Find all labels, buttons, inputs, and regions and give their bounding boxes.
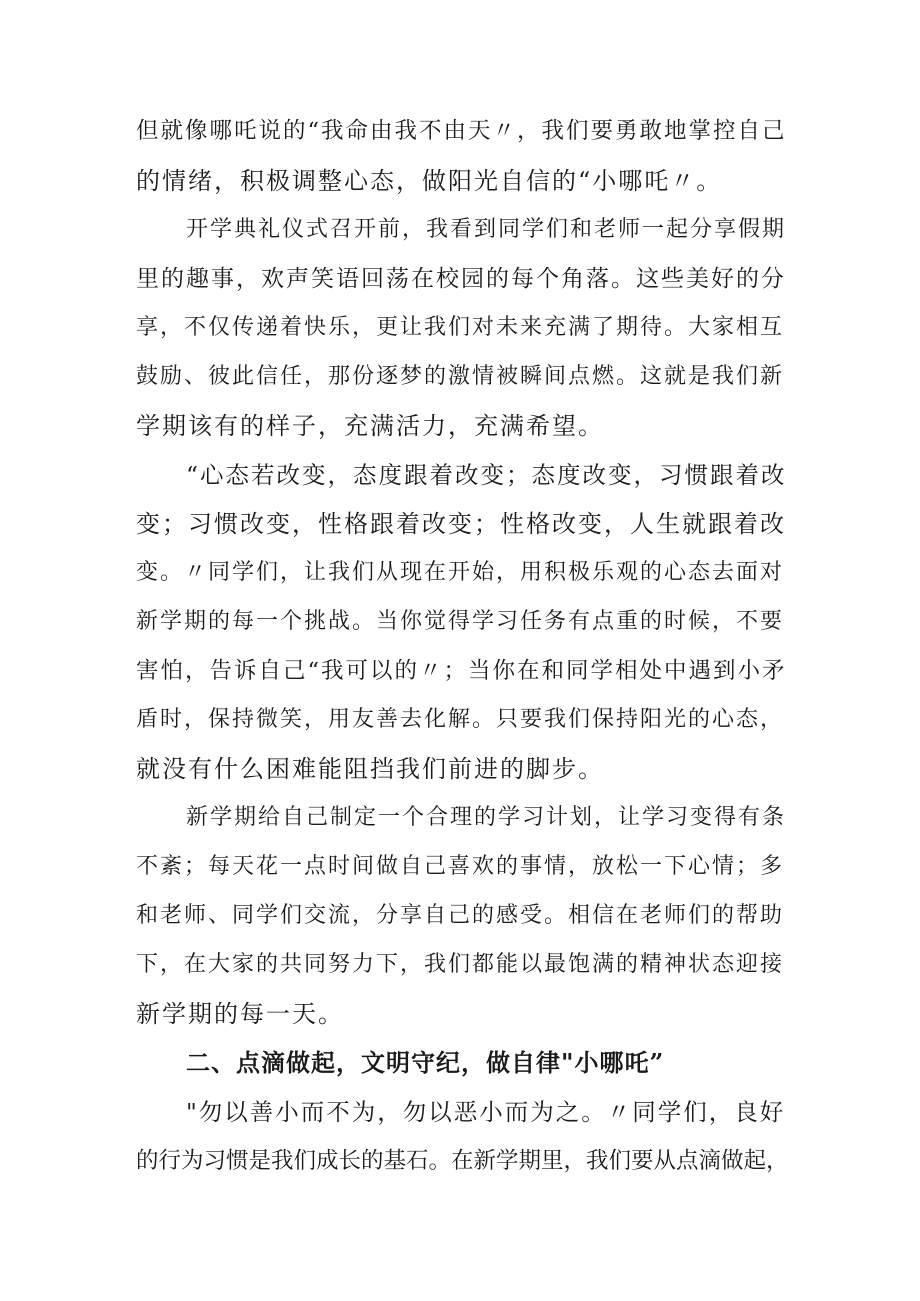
- paragraph-line: "勿以善小而不为，勿以恶小而为之。〃同学们，良好: [186, 1098, 786, 1126]
- paragraph-line: 就没有什么困难能阻挡我们前进的脚步。: [136, 755, 604, 783]
- section-heading: 二、点滴做起，文明守纪，做自律"小哪吒”: [186, 1048, 665, 1077]
- paragraph-line: 里的趣事，欢声笑语回荡在校园的每个角落。这些美好的分: [136, 266, 786, 292]
- paragraph-line: 的情绪，积极调整心态，做阳光自信的“小哪吒〃。: [136, 167, 723, 195]
- paragraph-line: 但就像哪吒说的“我命由我不由天〃，我们要勇敢地掌控自己: [136, 118, 787, 144]
- paragraph-line: “心态若改变，态度跟着改变；态度改变，习惯跟着改: [186, 461, 787, 489]
- paragraph-line: 新学期的每一个挑战。当你觉得学习任务有点重的时候，不要: [136, 609, 785, 634]
- paragraph-line: 享，不仅传递着快乐，更让我们对未来充满了期待。大家相互: [136, 315, 785, 340]
- paragraph-line: 的行为习惯是我们成长的基石。在新学期里，我们要从点滴做起，: [136, 1148, 789, 1174]
- paragraph-line: 鼓励、彼此信任，那份逐梦的激情被瞬间点燃。这就是我们新: [136, 364, 785, 389]
- paragraph-line: 和老师、同学们交流，分享自己的感受。相信在老师们的帮助: [136, 903, 785, 928]
- paragraph-line: 变；习惯改变，性格跟着改变；性格改变，人生就跟着改: [136, 510, 786, 538]
- paragraph-line: 变。〃同学们，让我们从现在开始，用积极乐观的心态去面对: [136, 560, 785, 585]
- paragraph-line: 新学期的每一天。: [136, 1000, 344, 1028]
- paragraph-line: 学期该有的样子，充满活力，充满希望。: [136, 412, 604, 440]
- paragraph-line: 害怕，告诉自己“我可以的〃；当你在和同学相处中遇到小矛: [136, 658, 787, 684]
- paragraph-line: 不紊；每天花一点时间做自己喜欢的事情，放松一下心情；多: [136, 854, 785, 879]
- paragraph-line: 盾时，保持微笑，用友善去化解。只要我们保持阳光的心态，: [136, 707, 785, 732]
- paragraph-line: 下，在大家的共同努力下，我们都能以最饱满的精神状态迎接: [136, 952, 785, 977]
- paragraph-line: 开学典礼仪式召开前，我看到同学们和老师一起分享假期: [186, 217, 787, 242]
- paragraph-line: 新学期给自己制定一个合理的学习计划，让学习变得有条: [186, 805, 787, 830]
